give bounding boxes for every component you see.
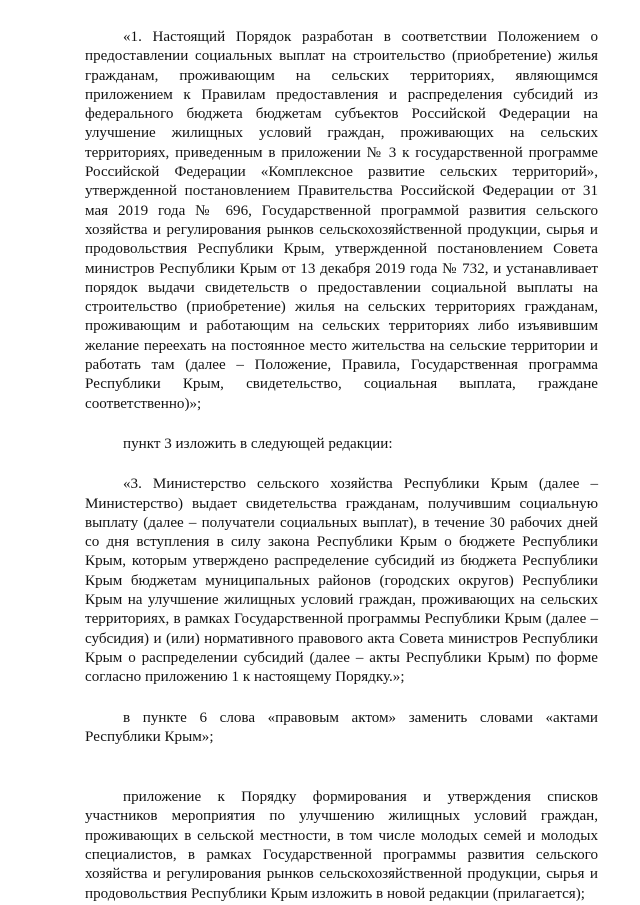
paragraph-gap — [85, 747, 598, 788]
paragraph-5-appendix-amendment: приложение к Порядку формирования и утверждения списков участников мероприятия по улучшению жилищных условий граждан, проживающих в сельской местности, в том числе молодых семей и молодых специалистов, в рамках Государственной программы развития сельского хозяйства и регулирования рынков сельскохозяйственной продукции, сырья и продовольствия Республики Крым изложить в новой редакции (прилагается); — [85, 789, 598, 902]
paragraph-gap — [85, 688, 598, 709]
paragraph-gap — [85, 414, 598, 435]
paragraph-4-point-6-amendment: в пункте 6 слова «правовым актом» заменить словами «актами Республики Крым»; — [85, 709, 598, 745]
paragraph-3-point-3-text: «3. Министерство сельского хозяйства Республики Крым (далее – Министерство) выдает свидетельства гражданам, получившим социальную выплату (далее – получатели социальных выплат), в течение 30 рабочих дней со дня вступления в силу закона Республики Крым о бюджете Республики Крым, которым утверждено распределение субсидий из бюджета Республики Крым бюджетам муниципальных районов (городских округов) Республики Крым на улучшение жилищных условий граждан, проживающих на сельских территориях, в рамках Государственной программы Республики Крым (далее – субсидия) и (или) нормативного правового акта Совета министров Республики Крым о распределении субсидий (далее – акты Республики Крым) по форме согласно приложению 1 к настоящему Порядку.»; — [85, 476, 598, 686]
paragraph-gap — [85, 454, 598, 475]
paragraph-2-point-3-instruction: пункт 3 изложить в следующей редакции: — [123, 435, 393, 452]
paragraph-1-position-statement: «1. Настоящий Порядок разработан в соответствии Положением о предоставлении социальных выплат на строительство (приобретение) жилья гражданам, проживающим на сельских территориях, являющимся приложением к Правилам предоставления и распределения субсидий из федерального бюджета бюджетам субъектов Российской Федерации на улучшение жилищных условий граждан, проживающих на сельских территориях, приведенным в приложении № 3 к государственной программе Российской Федерации «Комплексное развитие сельских территорий», утвержденной постановлением Правительства Российской Федерации от 31 мая 2019 года № 696, Государственной программой развития сельского хозяйства и регулирования рынков сельскохозяйственной продукции, сырья и продовольствия Республики Крым, утвержденной постановлением Совета министров Республики Крым от 13 декабря 2019 года № 732, и устанавливает порядок выдачи свидетельств о предоставлении социальной выплаты на строительство (приобретение) жилья на сельских территориях гражданам, проживающим и работающим на сельских территориях либо изъявившим желание переехать на постоянное место жительства на сельские территории и работать там (далее – Положение, Правила, Государственная программа Республики Крым, свидетельство, социальная выплата, граждане соответственно)»; — [85, 29, 598, 412]
